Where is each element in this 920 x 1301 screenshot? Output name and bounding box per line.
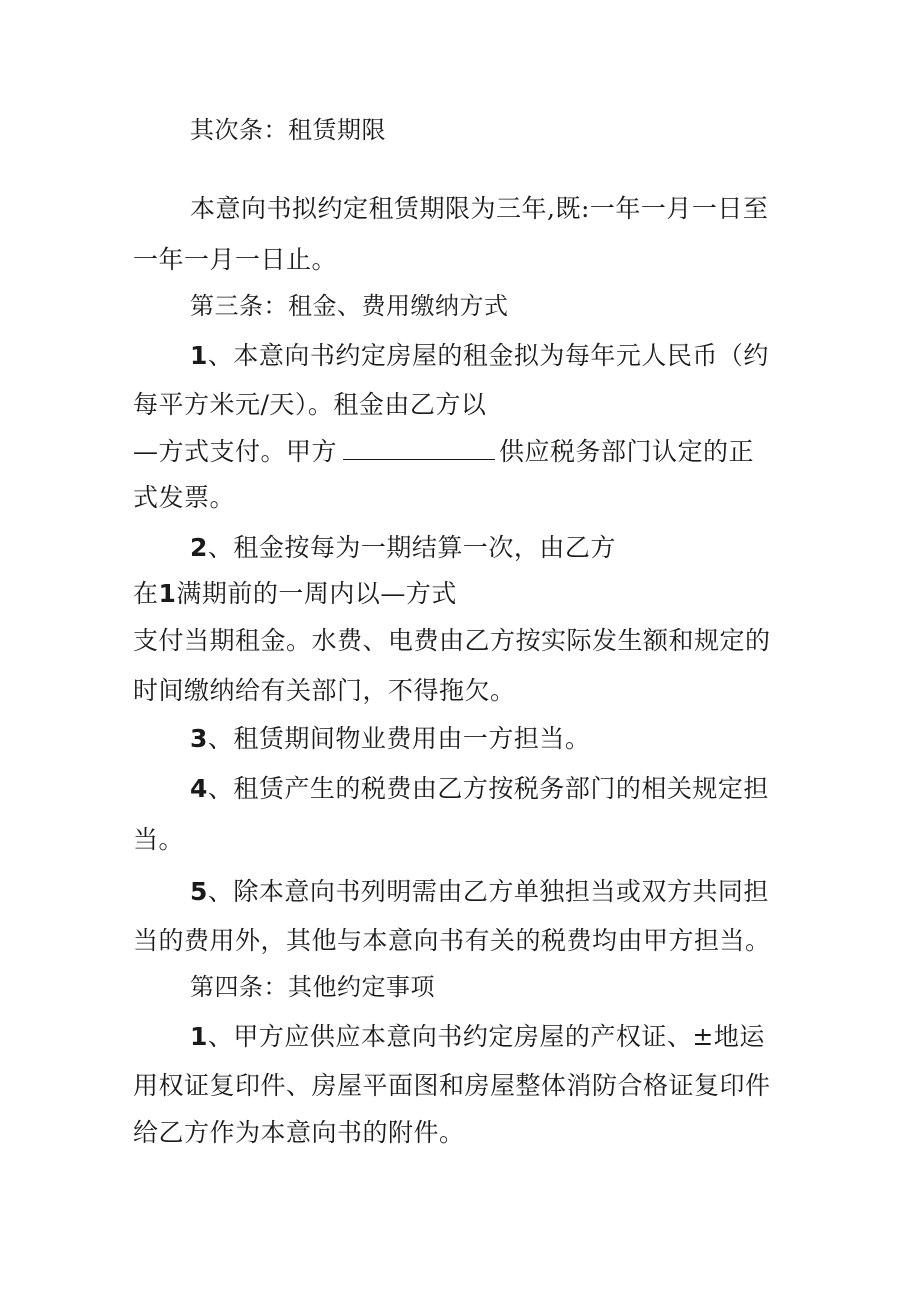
item-number: 5 <box>190 877 208 906</box>
article4-item1-line: 给乙方作为本意向书的附件。 <box>133 1118 465 1147</box>
fill-in-blank <box>343 435 495 460</box>
article3-heading: 第三条：租金、费用缴纳方式 <box>190 292 509 320</box>
item-text: —方式支付。甲方 <box>133 437 338 466</box>
article2-heading: 其次条：租赁期限 <box>190 116 386 144</box>
item-text: 、租赁期间物业费用由一方担当。 <box>207 724 591 753</box>
item-text: 、租金按每为一期结算一次，由乙方 <box>207 533 616 562</box>
item-text: 、除本意向书列明需由乙方单独担当或双方共同担 <box>207 877 769 906</box>
article3-item2-line: 支付当期租金。水费、电费由乙方按实际发生额和规定的 <box>133 626 771 655</box>
article2-paragraph-line: 一年一月一日止。 <box>133 245 338 274</box>
article3-item2-line <box>133 578 457 610</box>
item-number: 4 <box>190 774 208 803</box>
article3-item2-line: 时间缴纳给有关部门，不得拖欠。 <box>133 676 516 705</box>
item-text: 、本意向书约定房屋的租金拟为每年元人民币（约 <box>207 341 769 370</box>
article3-item4-line: 当。 <box>133 825 185 854</box>
item-text: 满期前的一周内以—方式 <box>176 579 457 608</box>
article3-item5-line: 当的费用外，其他与本意向书有关的税费均由甲方担当。 <box>133 926 771 955</box>
item-number: 1 <box>158 579 177 608</box>
item-number: 3 <box>190 724 208 753</box>
item-text: 在 <box>133 579 159 608</box>
article3-item3-line <box>190 723 590 755</box>
article3-item1-line: 每平方米元/天）。租金由乙方以 <box>133 390 487 419</box>
article4-item1-line <box>190 1021 765 1053</box>
article2-paragraph-line: 本意向书拟约定租赁期限为三年,既:一年一月一日至 <box>190 194 769 223</box>
item-number: 1 <box>190 1022 208 1051</box>
article3-item1-line <box>133 435 754 468</box>
article3-item1-line <box>190 340 769 372</box>
article3-item5-line <box>190 876 769 908</box>
article3-item4-line <box>190 773 769 805</box>
article4-item1-line: 用权证复印件、房屋平面图和房屋整体消防合格证复印件 <box>133 1071 771 1100</box>
item-text: 、租赁产生的税费由乙方按税务部门的相关规定担 <box>207 774 769 803</box>
article3-item1-line: 式发票。 <box>133 483 236 512</box>
article4-heading: 第四条：其他约定事项 <box>190 973 435 1001</box>
item-text: 供应税务部门认定的正 <box>499 437 755 466</box>
item-number: 2 <box>190 533 208 562</box>
article3-item2-line <box>190 532 616 564</box>
item-number: 1 <box>190 341 208 370</box>
item-text: 、甲方应供应本意向书约定房屋的产权证、±地运 <box>207 1022 765 1051</box>
